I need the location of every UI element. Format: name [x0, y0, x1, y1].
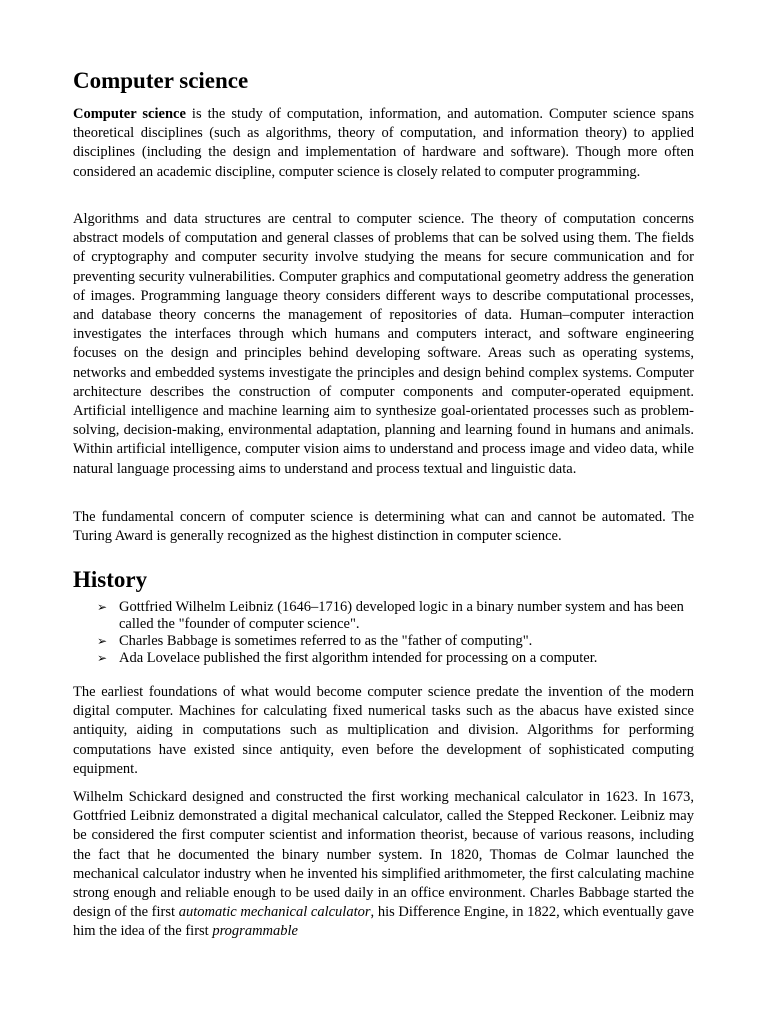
calculators-text-1: Wilhelm Schickard designed and constructed the first working mechanical calculator in 1623. In 1673, Gottfried Leibniz demonstrated a digital mechanical calculator, called the Stepped Reckoner. Leibniz may be considered the first computer scientist and information theorist, because of various reasons, including the fact that he documented the binary number system. In 1820, Thomas de Colmar launched the mechanical calculator industry when he invented his simplified arithmometer, the first calculating machine strong enough and reliable enough to be used daily in an office environment. Charles Babbage started the design of the first: [73, 789, 694, 921]
intro-term: Computer science: [73, 106, 186, 122]
list-item: [73, 599, 694, 633]
intro-text: is the study of computation, information, and automation. Computer science spans theoretical disciplines (such as algorithms, theory of computation, and information theory) to applied disciplines (including the design and implementation of hardware and software). Though more often considered an academic discipline, computer science is closely related to computer programming.: [73, 106, 694, 180]
history-heading: History: [73, 567, 148, 592]
list-item-text: Ada Lovelace published the first algorithm intended for processing on a computer.: [119, 650, 598, 666]
calculators-text-2: , his Difference Engine, in 1822, which eventually gave him the idea of the first: [73, 904, 694, 940]
history-calculators-paragraph: [73, 788, 694, 946]
history-foundations-paragraph: The earliest foundations of what would become computer science predate the invention of the modern digital computer. Machines for calculating fixed numerical tasks such as the abacus have existed since antiquity, aiding in computations such as multiplication and division. Algorithms for performing computations have existed since antiquity, even before the development of sophisticated computing equipment.: [73, 684, 694, 777]
calculators-italic-2: programmable: [212, 923, 298, 940]
fields-paragraph: Algorithms and data structures are central to computer science. The theory of computation concerns abstract models of computation and general classes of problems that can be solved using them. The fields of cryptography and computer security involve studying the means for secure communication and for preventing security vulnerabilities. Computer graphics and computational geometry address the generation of images. Programming language theory considers different ways to describe computational processes, and database theory concerns the management of repositories of data. Human–computer interaction investigates the interfaces through which humans and computers interact, and software engineering focuses on the design and principles behind developing software. Areas such as operating systems, networks and embedded systems investigate the principles and design behind complex systems. Computer architecture describes the construction of computer components and computer-operated equipment. Artificial intelligence and machine learning aim to synthesize goal-orientated processes such as problem-solving, decision-making, environmental adaptation, planning and learning found in humans and animals. Within artificial intelligence, computer vision aims to understand and process image and video data, while natural language processing aims to understand and process textual and linguistic data.: [73, 211, 694, 477]
list-item: [73, 633, 694, 650]
arrow-bullet-icon: ➢: [97, 634, 108, 648]
arrow-bullet-icon: ➢: [97, 651, 108, 665]
list-item-text: Gottfried Wilhelm Leibniz (1646–1716) developed logic in a binary number system and has been called the "founder of computer science".: [119, 599, 684, 632]
list-item: [73, 650, 694, 667]
list-item-text: Charles Babbage is sometimes referred to as the "father of computing".: [119, 633, 533, 649]
concern-paragraph: The fundamental concern of computer science is determining what can and cannot be automated. The Turing Award is generally recognized as the highest distinction in computer science.: [73, 509, 694, 545]
page-title: Computer science: [73, 68, 249, 93]
calculators-italic-1: automatic mechanical calculator: [178, 904, 371, 921]
intro-paragraph: [73, 105, 694, 182]
arrow-bullet-icon: ➢: [97, 600, 108, 614]
history-bullet-list: [73, 599, 694, 667]
